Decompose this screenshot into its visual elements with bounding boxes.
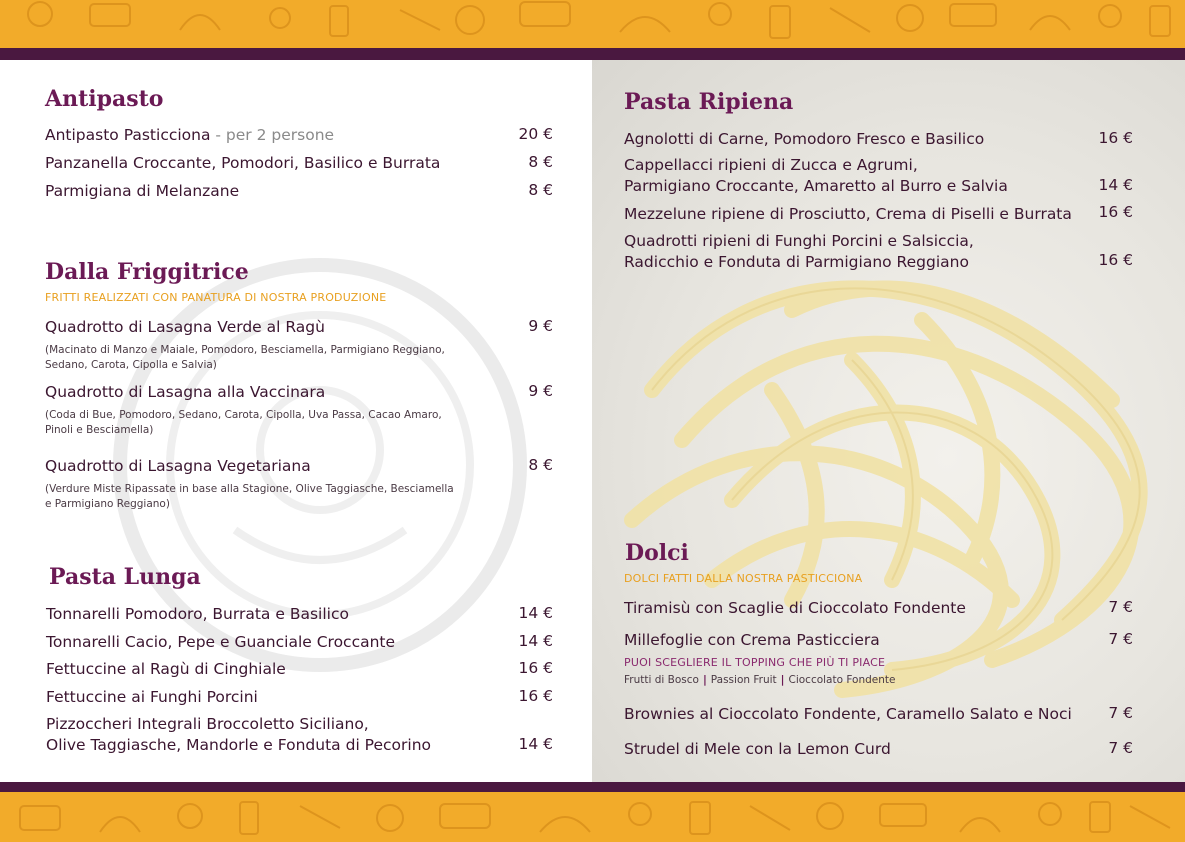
- item-price: 16 €: [518, 687, 553, 705]
- menu-item: Quadrotto di Lasagna alla Vaccinara: [45, 383, 326, 401]
- menu-item: Millefoglie con Crema Pasticciera: [624, 631, 880, 649]
- section-subtitle: FRITTI REALIZZATI CON PANATURA DI NOSTRA PRODUZIONE: [45, 291, 387, 304]
- menu-item: Fettuccine ai Funghi Porcini: [46, 688, 258, 706]
- topping-title: PUOI SCEGLIERE IL TOPPING CHE PIÙ TI PIACE: [624, 656, 886, 669]
- item-name: Antipasto Pasticciona: [45, 126, 211, 144]
- section-title-friggitrice: Dalla Friggitrice: [45, 259, 249, 285]
- item-price: 16 €: [1098, 203, 1133, 221]
- bottom-stripe: [0, 782, 1185, 792]
- section-title-pasta-ripiena: Pasta Ripiena: [624, 89, 794, 115]
- item-price: 14 €: [518, 735, 553, 753]
- top-pattern-band: [0, 0, 1185, 48]
- right-menu-page: [592, 60, 1185, 782]
- section-subtitle: DOLCI FATTI DALLA NOSTRA PASTICCIONA: [624, 572, 863, 585]
- menu-item: Fettuccine al Ragù di Cinghiale: [46, 660, 286, 678]
- menu-item: Parmigiana di Melanzane: [45, 182, 240, 200]
- menu-item: Tonnarelli Cacio, Pepe e Guanciale Croccante: [46, 633, 396, 651]
- item-price: 16 €: [518, 659, 553, 677]
- section-title-dolci: Dolci: [625, 540, 689, 566]
- menu-item: Quadrotto di Lasagna Vegetariana: [45, 457, 311, 475]
- menu-item: Tonnarelli Pomodoro, Burrata e Basilico: [46, 605, 349, 623]
- menu-item: Agnolotti di Carne, Pomodoro Fresco e Basilico: [624, 130, 985, 148]
- menu-item: Mezzelune ripiene di Prosciutto, Crema di Piselli e Burrata: [624, 205, 1072, 223]
- item-description: (Macinato di Manzo e Maiale, Pomodoro, Besciamella, Parmigiano Reggiano, Sedano, Carota, Cipolla e Salvia): [45, 344, 445, 371]
- menu-item: Strudel di Mele con la Lemon Curd: [624, 740, 891, 758]
- menu-item: [45, 125, 334, 146]
- left-menu-page: [0, 60, 592, 782]
- kitchen-pattern-icon: [0, 0, 1185, 48]
- topping-option: Cioccolato Fondente: [788, 674, 896, 686]
- item-price: 9 €: [528, 382, 553, 400]
- item-price: 8 €: [528, 153, 553, 171]
- topping-options: Frutti di Bosco | Passion Fruit | Cioccolato Fondente: [624, 674, 896, 686]
- topping-option: Frutti di Bosco: [624, 674, 699, 686]
- item-note: - per 2 persone: [210, 126, 335, 144]
- item-description: (Verdure Miste Ripassate in base alla Stagione, Olive Taggiasche, Besciamella e Parmigiano Reggiano): [45, 483, 454, 510]
- item-price: 14 €: [518, 604, 553, 622]
- menu-item: Brownies al Cioccolato Fondente, Caramello Salato e Noci: [624, 705, 1072, 723]
- menu-item: Cappellacci ripieni di Zucca e Agrumi, Parmigiano Croccante, Amaretto al Burro e Salvia: [624, 156, 1008, 195]
- menu-item: Quadrotto di Lasagna Verde al Ragù: [45, 318, 325, 336]
- item-price: 9 €: [528, 317, 553, 335]
- item-price: 7 €: [1108, 704, 1133, 722]
- item-description: (Coda di Bue, Pomodoro, Sedano, Carota, Cipolla, Uva Passa, Cacao Amaro, Pinoli e Besciamella): [45, 409, 442, 436]
- kitchen-pattern-icon: [0, 792, 1185, 842]
- section-title-antipasto: Antipasto: [45, 86, 164, 112]
- item-price: 14 €: [518, 632, 553, 650]
- menu-item: Pizzoccheri Integrali Broccoletto Siciliano, Olive Taggiasche, Mandorle e Fonduta di Pecorino: [46, 715, 431, 754]
- item-price: 8 €: [528, 456, 553, 474]
- item-price: 20 €: [518, 125, 553, 143]
- item-price: 16 €: [1098, 129, 1133, 147]
- bottom-pattern-band: [0, 792, 1185, 842]
- item-price: 7 €: [1108, 598, 1133, 616]
- section-title-pasta-lunga: Pasta Lunga: [49, 564, 201, 590]
- item-price: 8 €: [528, 181, 553, 199]
- topping-option: Passion Fruit: [710, 674, 777, 686]
- menu-item: Panzanella Croccante, Pomodori, Basilico e Burrata: [45, 154, 441, 172]
- item-price: 7 €: [1108, 739, 1133, 757]
- item-price: 16 €: [1098, 251, 1133, 269]
- item-price: 14 €: [1098, 176, 1133, 194]
- menu-item: Tiramisù con Scaglie di Cioccolato Fondente: [624, 599, 966, 617]
- menu-item: Quadrotti ripieni di Funghi Porcini e Salsiccia, Radicchio e Fonduta di Parmigiano Reggiano: [624, 232, 974, 271]
- top-stripe: [0, 48, 1185, 60]
- item-price: 7 €: [1108, 630, 1133, 648]
